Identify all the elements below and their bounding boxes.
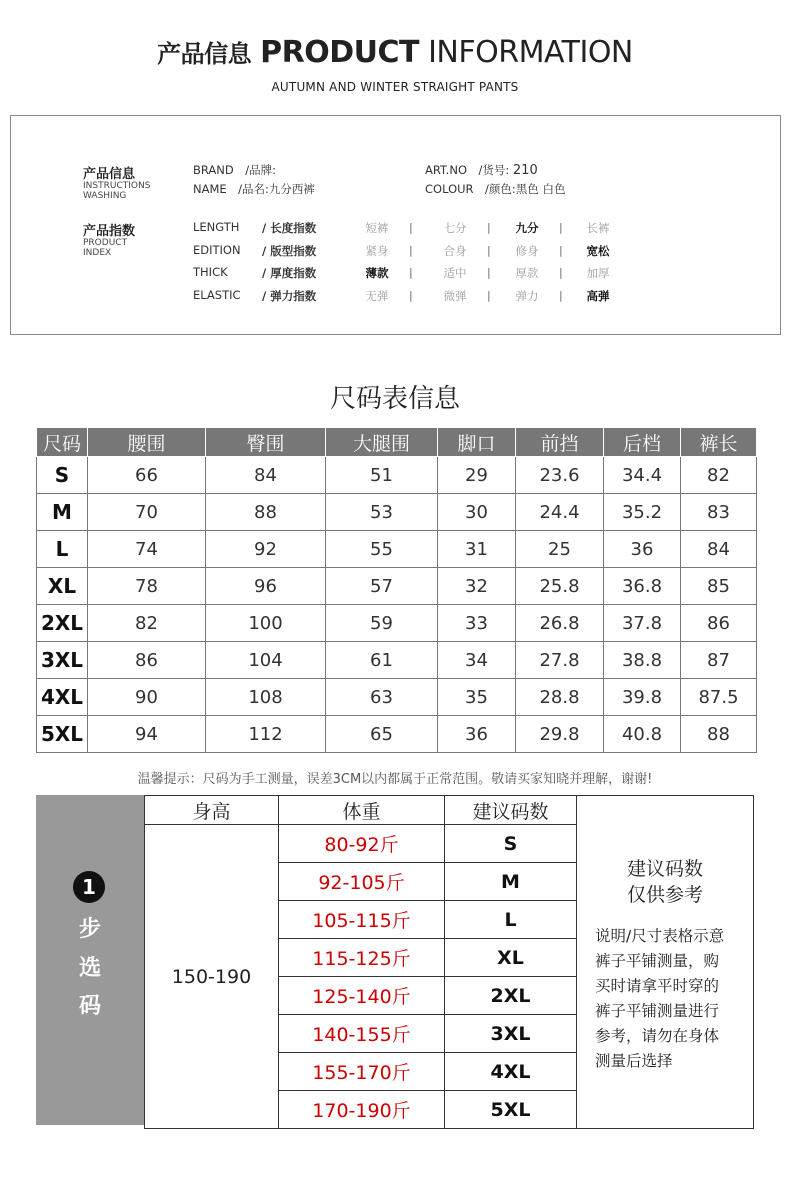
size-label-cell: 2XL [37, 605, 88, 642]
suggested-size-cell: 4XL [445, 1053, 577, 1091]
index-divider: | [409, 266, 413, 279]
measurement-cell: 82 [681, 457, 757, 494]
index-level-option: 高弹 [586, 289, 610, 303]
measurement-cell: 63 [326, 679, 438, 716]
index-label-en: EDITION [193, 243, 241, 257]
measurement-cell: 84 [206, 457, 326, 494]
index-level-option: 长裤 [586, 221, 610, 235]
step-char-2: 选 [78, 956, 101, 981]
measurement-cell: 25 [516, 531, 604, 568]
measurement-cell: 84 [681, 531, 757, 568]
index-label-zh: / 弹力指数 [262, 289, 317, 303]
size-label-cell: L [37, 531, 88, 568]
colour-value: 黑色 白色 [515, 182, 566, 196]
index-label-zh: / 版型指数 [262, 244, 317, 258]
size-chart-header-cell: 脚口 [438, 428, 516, 457]
weight-range-cell: 92-105斤 [279, 863, 445, 901]
index-level-option: 弹力 [515, 289, 539, 303]
measurement-cell: 94 [88, 716, 206, 753]
table-row [37, 642, 757, 679]
index-section-sub2: INDEX [83, 248, 112, 258]
measurement-cell: 34.4 [604, 457, 681, 494]
table-row [37, 716, 757, 753]
measurement-cell: 35 [438, 679, 516, 716]
weight-range-cell: 170-190斤 [279, 1091, 445, 1129]
suggested-size-cell: XL [445, 939, 577, 977]
measurement-cell: 29.8 [516, 716, 604, 753]
weight-range-cell: 105-115斤 [279, 901, 445, 939]
index-level-option: 紧身 [365, 244, 389, 258]
measurement-cell: 86 [88, 642, 206, 679]
size-label-cell: 5XL [37, 716, 88, 753]
size-note-line: 裤子平铺测量，购 [595, 952, 720, 970]
index-divider: | [559, 244, 563, 257]
measurement-cell: 96 [206, 568, 326, 605]
size-note-cell [577, 796, 754, 1129]
measurement-cell: 86 [681, 605, 757, 642]
measurement-cell: 88 [206, 494, 326, 531]
index-label-en: THICK [193, 265, 228, 279]
index-label-en: ELASTIC [193, 288, 241, 302]
measurement-cell: 59 [326, 605, 438, 642]
table-row [37, 457, 757, 494]
measurement-cell: 39.8 [604, 679, 681, 716]
measurement-cell: 55 [326, 531, 438, 568]
measurement-cell: 87.5 [681, 679, 757, 716]
artno-label: ART.NO /货号: [425, 163, 510, 177]
measurement-cell: 40.8 [604, 716, 681, 753]
recommendation-header-cell: 体重 [279, 796, 445, 825]
measurement-cell: 61 [326, 642, 438, 679]
size-label-cell: 3XL [37, 642, 88, 679]
measurement-cell: 82 [88, 605, 206, 642]
index-level-option: 微弹 [443, 289, 467, 303]
size-chart-header-cell: 大腿围 [326, 428, 438, 457]
measurement-cell: 70 [88, 494, 206, 531]
title-en-light: INFORMATION [428, 35, 633, 70]
measurement-cell: 112 [206, 716, 326, 753]
index-level-option: 无弹 [365, 289, 389, 303]
measurement-cell: 85 [681, 568, 757, 605]
index-level-option: 修身 [515, 244, 539, 258]
index-section-sub1: PRODUCT [83, 238, 128, 248]
measurement-cell: 90 [88, 679, 206, 716]
measurement-cell: 33 [438, 605, 516, 642]
step-number-badge: 1 [73, 871, 105, 903]
step-char-1: 步 [78, 917, 101, 942]
measurement-cell: 32 [438, 568, 516, 605]
index-label-zh: / 长度指数 [262, 221, 317, 235]
measurement-cell: 31 [438, 531, 516, 568]
measurement-cell: 83 [681, 494, 757, 531]
weight-range-cell: 125-140斤 [279, 977, 445, 1015]
size-chart-header-cell: 后档 [604, 428, 681, 457]
size-note-line: 买时请拿平时穿的 [595, 977, 720, 995]
size-recommendation-table [144, 795, 754, 1129]
measurement-cell: 29 [438, 457, 516, 494]
index-divider: | [487, 221, 491, 234]
suggested-size-cell: 5XL [445, 1091, 577, 1129]
title-zh: 产品信息 [157, 40, 252, 68]
size-label-cell: 4XL [37, 679, 88, 716]
measurement-cell: 88 [681, 716, 757, 753]
weight-range-cell: 140-155斤 [279, 1015, 445, 1053]
artno-value: 210 [512, 163, 538, 178]
index-divider: | [409, 221, 413, 234]
measurement-cell: 78 [88, 568, 206, 605]
table-row [37, 531, 757, 568]
size-label-cell: XL [37, 568, 88, 605]
measurement-cell: 65 [326, 716, 438, 753]
measurement-cell: 24.4 [516, 494, 604, 531]
size-chart-table [36, 427, 757, 753]
size-chart-header-cell: 腰围 [88, 428, 206, 457]
measurement-cell: 30 [438, 494, 516, 531]
measurement-notice: 温馨提示：尺码为手工测量，误差3CM以内都属于正常范围。敬请买家知晓并理解，谢谢! [137, 772, 653, 787]
size-note-title-line: 仅供参考 [626, 884, 703, 906]
name-field [193, 181, 315, 197]
index-level-option: 加厚 [586, 266, 610, 280]
size-note-line: 裤子平铺测量进行 [595, 1002, 720, 1020]
index-divider: | [409, 244, 413, 257]
measurement-cell: 28.8 [516, 679, 604, 716]
measurement-cell: 34 [438, 642, 516, 679]
measurement-cell: 36.8 [604, 568, 681, 605]
measurement-cell: 53 [326, 494, 438, 531]
height-range-cell: 150-190 [145, 825, 279, 1129]
suggested-size-cell: M [445, 863, 577, 901]
size-note-body [595, 924, 753, 1074]
index-level-option: 厚款 [515, 266, 539, 280]
measurement-cell: 36 [604, 531, 681, 568]
size-note-title [577, 856, 753, 908]
index-level-option: 短裤 [365, 221, 389, 235]
size-chart-header-cell: 裤长 [681, 428, 757, 457]
measurement-cell: 27.8 [516, 642, 604, 679]
index-divider: | [559, 289, 563, 302]
name-value: 九分西裤 [268, 182, 315, 196]
measurement-cell: 35.2 [604, 494, 681, 531]
title-en-bold: PRODUCT [260, 35, 420, 70]
size-note-line: 说明/尺寸表格示意 [595, 927, 725, 945]
info-section-label: 产品信息 [83, 167, 136, 182]
table-row [37, 494, 757, 531]
measurement-cell: 23.6 [516, 457, 604, 494]
weight-range-cell: 80-92斤 [279, 825, 445, 863]
index-level-option: 七分 [443, 221, 467, 235]
suggested-size-cell: S [445, 825, 577, 863]
index-label-zh: / 厚度指数 [262, 266, 317, 280]
page-subtitle: AUTUMN AND WINTER STRAIGHT PANTS [271, 80, 519, 94]
size-note-line: 参考，请勿在身体 [595, 1027, 720, 1045]
measurement-cell: 104 [206, 642, 326, 679]
table-row [37, 679, 757, 716]
size-chart-header-cell: 前挡 [516, 428, 604, 457]
suggested-size-cell: L [445, 901, 577, 939]
measurement-cell: 100 [206, 605, 326, 642]
colour-field [425, 181, 565, 197]
info-section-sub1: INSTRUCTIONS [83, 181, 151, 191]
measurement-cell: 92 [206, 531, 326, 568]
size-label-cell: M [37, 494, 88, 531]
measurement-cell: 108 [206, 679, 326, 716]
suggested-size-cell: 2XL [445, 977, 577, 1015]
weight-range-cell: 115-125斤 [279, 939, 445, 977]
size-label-cell: S [37, 457, 88, 494]
brand-label: BRAND /品牌: [193, 163, 276, 177]
size-chart-header [37, 428, 757, 457]
colour-label: COLOUR /颜色: [425, 182, 516, 196]
recommendation-header-cell: 建议码数 [445, 796, 577, 825]
measurement-cell: 57 [326, 568, 438, 605]
index-divider: | [409, 289, 413, 302]
step-char-3: 码 [78, 994, 101, 1019]
index-level-option: 宽松 [586, 244, 610, 258]
suggested-size-cell: 3XL [445, 1015, 577, 1053]
index-level-option: 合身 [443, 244, 467, 258]
index-divider: | [487, 244, 491, 257]
index-divider: | [487, 289, 491, 302]
size-chart-title: 尺码表信息 [329, 384, 460, 414]
measurement-cell: 26.8 [516, 605, 604, 642]
index-level-option: 适中 [443, 266, 467, 280]
brand-field [193, 162, 276, 178]
measurement-cell: 51 [326, 457, 438, 494]
size-chart-header-cell: 尺码 [37, 428, 88, 457]
weight-range-cell: 155-170斤 [279, 1053, 445, 1091]
table-row [37, 568, 757, 605]
size-note-title-line: 建议码数 [626, 858, 703, 880]
recommendation-header-cell: 身高 [145, 796, 279, 825]
table-row [37, 605, 757, 642]
name-label: NAME /品名: [193, 182, 269, 196]
artno-field [425, 162, 538, 178]
measurement-cell: 25.8 [516, 568, 604, 605]
index-section-label: 产品指数 [83, 224, 136, 239]
index-divider: | [559, 221, 563, 234]
size-chart-header-cell: 臀围 [206, 428, 326, 457]
index-level-option: 薄款 [365, 266, 389, 280]
index-level-option: 九分 [515, 221, 539, 235]
measurement-cell: 87 [681, 642, 757, 679]
measurement-cell: 36 [438, 716, 516, 753]
index-label-en: LENGTH [193, 220, 240, 234]
measurement-cell: 37.8 [604, 605, 681, 642]
recommendation-header [145, 796, 754, 825]
index-divider: | [487, 266, 491, 279]
measurement-cell: 74 [88, 531, 206, 568]
size-note-line: 测量后选择 [595, 1052, 673, 1070]
measurement-cell: 66 [88, 457, 206, 494]
page-title [0, 34, 790, 70]
measurement-cell: 38.8 [604, 642, 681, 679]
info-section-sub2: WASHING [83, 191, 127, 201]
index-divider: | [559, 266, 563, 279]
